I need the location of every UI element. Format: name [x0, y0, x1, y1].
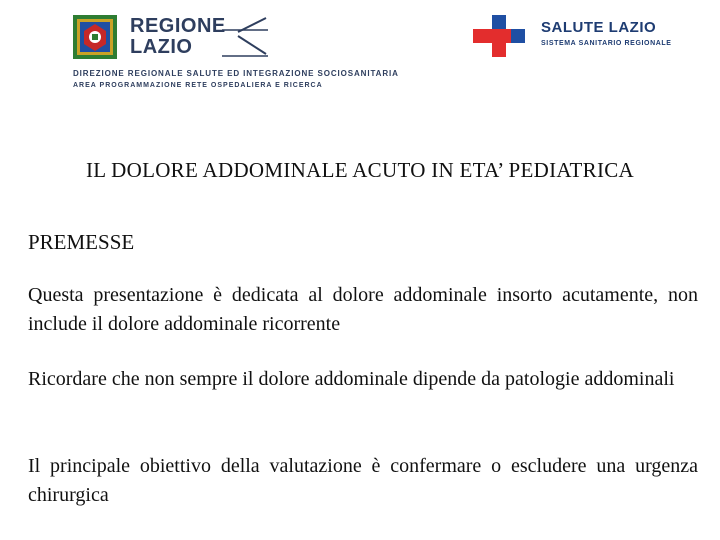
page-title: IL DOLORE ADDOMINALE ACUTO IN ETA’ PEDIATRICA	[85, 158, 635, 182]
direction-line-1: DIREZIONE REGIONALE SALUTE ED INTEGRAZIONE SOCIOSANITARIA	[73, 69, 399, 78]
regione-lazio-seal-icon	[72, 14, 118, 60]
salute-lazio-title: SALUTE LAZIO	[541, 19, 657, 36]
health-cross-icon	[473, 15, 525, 57]
paragraph-3: Il principale obiettivo della valutazione è confermare o escludere una urgenza chirurgica	[28, 455, 698, 506]
direction-heading	[73, 68, 399, 92]
direction-line-2: AREA PROGRAMMAZIONE RETE OSPEDALIERA E RICERCA	[73, 82, 323, 89]
paragraph-1: Questa presentazione è dedicata al dolore addominale insorto acutamente, non include il dolore addominale ricorrente	[28, 284, 698, 335]
regione-text: REGIONE	[130, 15, 226, 37]
paragraph-2: Ricordare che non sempre il dolore addominale dipende da patologie addominali	[28, 368, 675, 390]
regione-lazio-logo	[72, 14, 272, 58]
salute-lazio-logo	[473, 15, 693, 57]
lazio-text: LAZIO	[130, 36, 193, 58]
lazio-x-mark-icon	[220, 16, 270, 58]
salute-lazio-subtitle: SISTEMA SANITARIO REGIONALE	[541, 40, 672, 47]
section-heading: PREMESSE	[28, 230, 135, 254]
